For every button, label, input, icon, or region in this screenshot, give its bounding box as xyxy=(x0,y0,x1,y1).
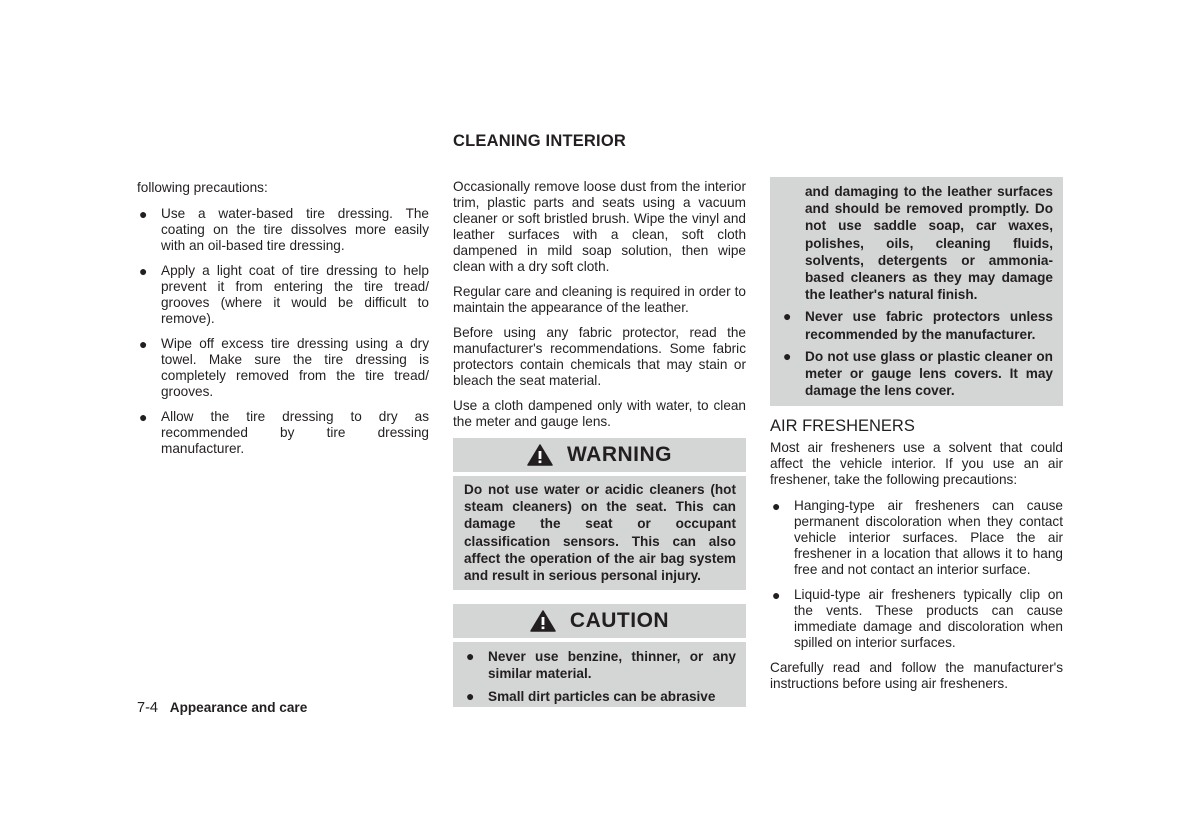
warning-title: WARNING xyxy=(567,443,672,466)
list-item: ● Use a water-based tire dressing. The coating on the tire dissolves more easily with an oil-based tire dressing. xyxy=(139,206,429,253)
caution-title: CAUTION xyxy=(569,609,670,633)
caution-header xyxy=(453,604,746,638)
list-item: ● Allow the tire dressing to dry as recommended by tire dressing manufacturer. xyxy=(139,409,429,456)
list-item: ● Never use fabric protectors unless recommended by the manufacturer. xyxy=(783,308,1053,342)
caution-list xyxy=(781,308,1053,399)
warning-text: Do not use water or acidic cleaners (hot steam cleaners) on the seat. This can damage the seat or occupant classification sensors. This can also affect the operation of the air bag system and result in serious personal injury. xyxy=(464,482,736,584)
col2-paragraph: Use a cloth dampened only with water, to clean the meter and gauge lens. xyxy=(453,398,746,429)
column-right xyxy=(770,177,1063,692)
bullet-icon: ● xyxy=(139,206,148,222)
page-number: 7-4 xyxy=(137,700,158,716)
list-item: ● Apply a light coat of tire dressing to help prevent it from entering the tire tread/ grooves (where it would be difficult to remove). xyxy=(139,263,429,326)
bullet-icon: ● xyxy=(783,308,792,325)
section-name: Appearance and care xyxy=(169,700,308,715)
warning-body xyxy=(453,476,746,590)
column-left xyxy=(137,180,429,457)
col1-intro: following precautions: xyxy=(137,180,268,195)
air-fresheners-heading: AIR FRESHENERS xyxy=(770,417,915,436)
bullet-icon: ● xyxy=(772,498,781,515)
air-fresheners-closing: Carefully read and follow the manufacturer's instructions before using air fresheners. xyxy=(770,660,1063,692)
bullet-icon: ● xyxy=(139,263,148,279)
bullet-icon: ● xyxy=(772,587,781,604)
col2-paragraph: Regular care and cleaning is required in order to maintain the appearance of the leather. xyxy=(453,284,746,315)
list-item: ● Do not use glass or plastic cleaner on meter or gauge lens covers. It may damage the lens cover. xyxy=(783,347,1053,399)
caution-triangle-icon xyxy=(530,610,556,632)
list-item: ● Hanging-type air fresheners can cause permanent discoloration when they contact vehicle interior surfaces. Place the air freshener in a location that allows it to hang free and not contact an interior surface. xyxy=(772,498,1063,578)
warning-triangle-icon xyxy=(527,444,553,466)
bullet-icon: ● xyxy=(139,409,148,425)
air-fresheners-list xyxy=(770,498,1063,651)
col2-paragraph: Occasionally remove loose dust from the interior trim, plastic parts and seats using a vacuum cleaner or soft bristled brush. Wipe the vinyl and leather surfaces with a clean, soft cloth dampened in mild soap solution, then wipe clean with a dry soft cloth. xyxy=(453,179,746,274)
caution-body xyxy=(453,642,746,707)
tire-dressing-list xyxy=(137,206,429,457)
bullet-icon: ● xyxy=(466,687,475,704)
bullet-icon: ● xyxy=(139,336,148,352)
caution-continued-text: and damaging to the leather surfaces and should be removed promptly. Do not use saddle soap, car waxes, polishes, oils, cleaning fluids, solvents, detergents or ammonia-based cleaners as they may damage the leather's natural finish. xyxy=(805,184,1053,303)
list-item: ● Liquid-type air fresheners typically clip on the vents. These products can cause immediate damage and discoloration when spilled on interior surfaces. xyxy=(772,587,1063,651)
warning-header xyxy=(453,438,746,472)
caution-list xyxy=(464,648,736,705)
list-item: ● Never use benzine, thinner, or any similar material. xyxy=(466,648,736,682)
column-middle xyxy=(453,179,746,707)
list-item: ● Wipe off excess tire dressing using a dry towel. Make sure the tire dressing is completely removed from the tire tread/ grooves. xyxy=(139,336,429,399)
page-footer xyxy=(137,700,307,716)
air-fresheners-intro: Most air fresheners use a solvent that could affect the vehicle interior. If you use an air freshener, take the following precautions: xyxy=(770,440,1063,488)
caution-box xyxy=(453,604,746,707)
bullet-icon: ● xyxy=(783,347,792,364)
warning-box xyxy=(453,438,746,590)
list-item: ● Small dirt particles can be abrasive xyxy=(466,687,716,704)
section-heading: CLEANING INTERIOR xyxy=(453,132,626,150)
bullet-icon: ● xyxy=(466,648,475,665)
caution-continued-box xyxy=(770,177,1063,406)
col2-paragraph: Before using any fabric protector, read the manufacturer's recommendations. Some fabric protectors contain chemicals that may stain or bleach the seat material. xyxy=(453,325,746,388)
